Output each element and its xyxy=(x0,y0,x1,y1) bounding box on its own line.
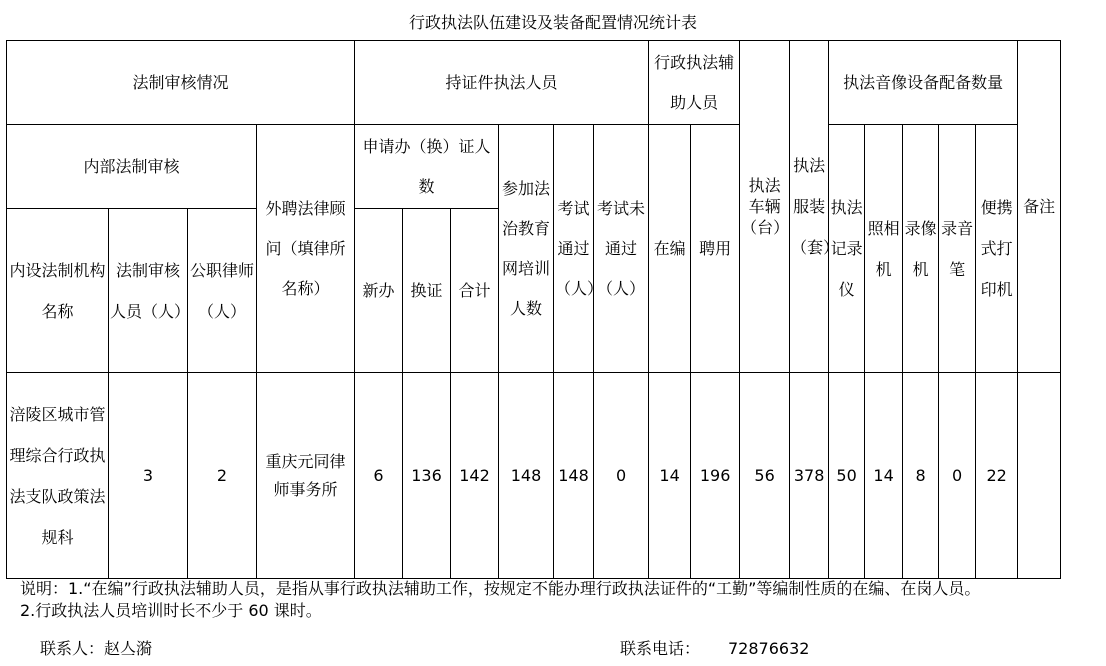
header-org-name: 内设法制机构名称 xyxy=(7,209,109,373)
note-line-2: 2.行政执法人员培训时长不少于 60 课时。 xyxy=(20,601,322,620)
printer-cell: 22 xyxy=(976,373,1018,579)
recorder-cell: 50 xyxy=(829,373,865,579)
header-vehicles: 执法车辆（台） xyxy=(740,41,790,373)
header-total-cert: 合计 xyxy=(451,209,499,373)
header-new-cert: 新办 xyxy=(355,209,403,373)
statistics-table xyxy=(6,40,1061,579)
header-printer: 便携式打印机 xyxy=(976,125,1018,373)
reviewers-cell: 3 xyxy=(109,373,188,579)
header-av-equipment: 执法音像设备配备数量 xyxy=(829,41,1018,125)
note-line-1: 说明：1.“在编”行政执法辅助人员，是指从事行政执法辅助工作，按规定不能办理行政执法证件的“工勤”等编制性质的在编、在岗人员。 xyxy=(20,579,981,598)
header-legal-review: 法制审核情况 xyxy=(7,41,355,125)
header-external-lawyer: 外聘法律顾问（填律所名称） xyxy=(257,125,355,373)
new-cert-cell: 6 xyxy=(355,373,403,579)
header-audio-pen: 录音笔 xyxy=(939,125,976,373)
audio-pen-cell: 0 xyxy=(939,373,976,579)
header-renew-cert: 换证 xyxy=(403,209,451,373)
camera-cell: 14 xyxy=(865,373,903,579)
hired-cell: 196 xyxy=(691,373,740,579)
header-training: 参加法治教育网培训人数 xyxy=(499,125,554,373)
contact-phone: 72876632 xyxy=(728,639,810,658)
remarks-cell xyxy=(1018,373,1061,579)
table-row xyxy=(7,373,1061,579)
header-exam-pass: 考试通过（人） xyxy=(554,125,594,373)
header-certified-staff: 持证件执法人员 xyxy=(355,41,649,125)
on-staff-cell: 14 xyxy=(649,373,691,579)
vehicles-cell: 56 xyxy=(740,373,790,579)
exam-pass-cell: 148 xyxy=(554,373,594,579)
header-public-lawyers: 公职律师（人） xyxy=(188,209,257,373)
contact-person: 联系人：赵亼漪 xyxy=(40,639,153,658)
header-camera: 照相机 xyxy=(865,125,903,373)
header-exam-fail: 考试未通过（人） xyxy=(594,125,649,373)
header-remarks: 备注 xyxy=(1018,41,1061,373)
header-recorder: 执法记录仪 xyxy=(829,125,865,373)
org-name-cell: 涪陵区城市管理综合行政执法支队政策法规科 xyxy=(7,373,109,579)
header-assist-staff: 行政执法辅助人员 xyxy=(649,41,740,125)
video-cell: 8 xyxy=(903,373,939,579)
total-cert-cell: 142 xyxy=(451,373,499,579)
header-video: 录像机 xyxy=(903,125,939,373)
exam-fail-cell: 0 xyxy=(594,373,649,579)
header-internal-review: 内部法制审核 xyxy=(7,125,257,209)
header-apply-cert: 申请办（换）证人数 xyxy=(355,125,499,209)
uniforms-cell: 378 xyxy=(790,373,829,579)
training-cell: 148 xyxy=(499,373,554,579)
public-lawyers-cell: 2 xyxy=(188,373,257,579)
contact-phone-label: 联系电话： xyxy=(620,639,701,658)
header-on-staff: 在编 xyxy=(649,125,691,373)
header-hired: 聘用 xyxy=(691,125,740,373)
header-uniforms: 执法服装（套） xyxy=(790,41,829,373)
renew-cert-cell: 136 xyxy=(403,373,451,579)
external-lawyer-cell: 重庆元同律师事务所 xyxy=(257,373,355,579)
header-reviewers: 法制审核人员（人） xyxy=(109,209,188,373)
page-title: 行政执法队伍建设及装备配置情况统计表 xyxy=(408,13,697,32)
notes xyxy=(20,578,1106,622)
